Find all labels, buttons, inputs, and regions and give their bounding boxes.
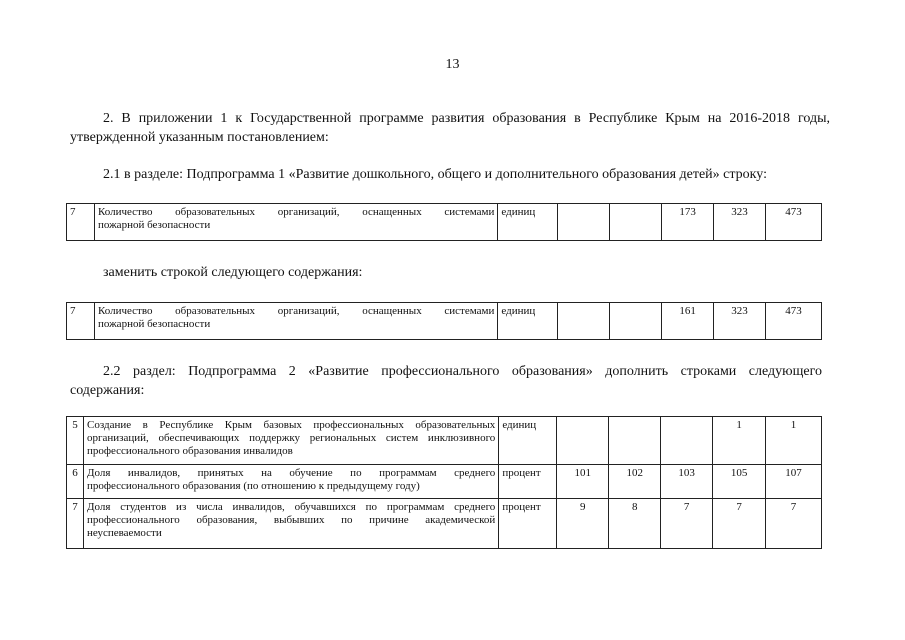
row-value-3 xyxy=(661,417,713,465)
row-value-4: 323 xyxy=(714,204,766,241)
row-description-line-1: Количество образовательных организаций, оснащенных системами xyxy=(97,206,495,218)
row-value-4: 7 xyxy=(713,499,766,549)
paragraph-2-2 xyxy=(70,362,822,400)
row-value-1: 9 xyxy=(557,499,609,549)
row-value-2: 102 xyxy=(609,465,661,499)
row-value-4: 1 xyxy=(713,417,766,465)
row-description-line-1: Создание в Республике Крым базовых профессиональных образовательных xyxy=(86,419,496,431)
table-row xyxy=(67,204,822,241)
row-description-line-2: пожарной безопасности xyxy=(97,219,211,231)
table-new-row xyxy=(66,302,822,340)
row-description-line-1: Количество образовательных организаций, оснащенных системами xyxy=(97,305,495,317)
row-number: 7 xyxy=(67,204,95,241)
row-value-1 xyxy=(558,204,610,241)
row-unit: единиц xyxy=(498,303,558,340)
page-number: 13 xyxy=(445,57,460,72)
row-value-1: 101 xyxy=(557,465,609,499)
row-value-5: 7 xyxy=(766,499,822,549)
row-value-3: 7 xyxy=(661,499,713,549)
table-row xyxy=(67,303,822,340)
row-description-rest: профессионального образования, выбывших по причине академической неуспеваемости xyxy=(86,514,496,539)
row-value-3: 173 xyxy=(662,204,714,241)
row-value-5: 107 xyxy=(766,465,822,499)
row-description-rest: организаций, обеспечивающих поддержку региональных систем инклюзивного профессионального образования инвалидов xyxy=(86,432,496,457)
row-unit: единиц xyxy=(498,204,558,241)
row-description-rest: профессионального образования (по отношению к предыдущему году) xyxy=(86,480,420,492)
row-number: 7 xyxy=(67,303,95,340)
row-value-3: 103 xyxy=(661,465,713,499)
paragraph-2-1: 2.1 в разделе: Подпрограмма 1 «Развитие дошкольного, общего и дополнительного образования детей» строку: xyxy=(103,167,767,182)
row-description xyxy=(94,204,497,241)
paragraph-replace: заменить строкой следующего содержания: xyxy=(103,265,363,280)
row-description xyxy=(94,303,497,340)
row-value-5: 1 xyxy=(766,417,822,465)
row-unit: процент xyxy=(499,465,557,499)
row-value-5: 473 xyxy=(766,303,822,340)
row-description-line-2: пожарной безопасности xyxy=(97,318,211,330)
table-row xyxy=(67,465,822,499)
row-unit: единиц xyxy=(499,417,557,465)
paragraph-2-line-2: утвержденной указанным постановлением: xyxy=(70,130,329,145)
paragraph-2-line-1: 2. В приложении 1 к Государственной программе развития образования в Республике Крым на 2016-2018 годы, xyxy=(103,111,830,126)
table-old-row xyxy=(66,203,822,241)
row-value-1 xyxy=(557,417,609,465)
row-number: 5 xyxy=(67,417,84,465)
row-value-5: 473 xyxy=(766,204,822,241)
row-value-2 xyxy=(610,303,662,340)
paragraph-2-2-line-1: 2.2 раздел: Подпрограмма 2 «Развитие профессионального образования» дополнить строками следующего xyxy=(103,364,822,379)
table-added-rows xyxy=(66,416,822,549)
row-value-1 xyxy=(558,303,610,340)
paragraph-2 xyxy=(70,109,830,147)
row-value-4: 323 xyxy=(714,303,766,340)
row-value-4: 105 xyxy=(713,465,766,499)
table-row xyxy=(67,417,822,465)
row-description xyxy=(83,499,498,549)
row-description xyxy=(83,417,498,465)
row-number: 7 xyxy=(67,499,84,549)
row-value-2 xyxy=(610,204,662,241)
row-value-2: 8 xyxy=(609,499,661,549)
row-description-line-1: Доля студентов из числа инвалидов, обучавшихся по программам среднего xyxy=(86,501,496,513)
row-description xyxy=(83,465,498,499)
table-row xyxy=(67,499,822,549)
row-unit: процент xyxy=(499,499,557,549)
row-number: 6 xyxy=(67,465,84,499)
row-description-line-1: Доля инвалидов, принятых на обучение по программам среднего xyxy=(86,467,496,479)
row-value-2 xyxy=(609,417,661,465)
paragraph-2-2-line-2: содержания: xyxy=(70,383,145,398)
row-value-3: 161 xyxy=(662,303,714,340)
